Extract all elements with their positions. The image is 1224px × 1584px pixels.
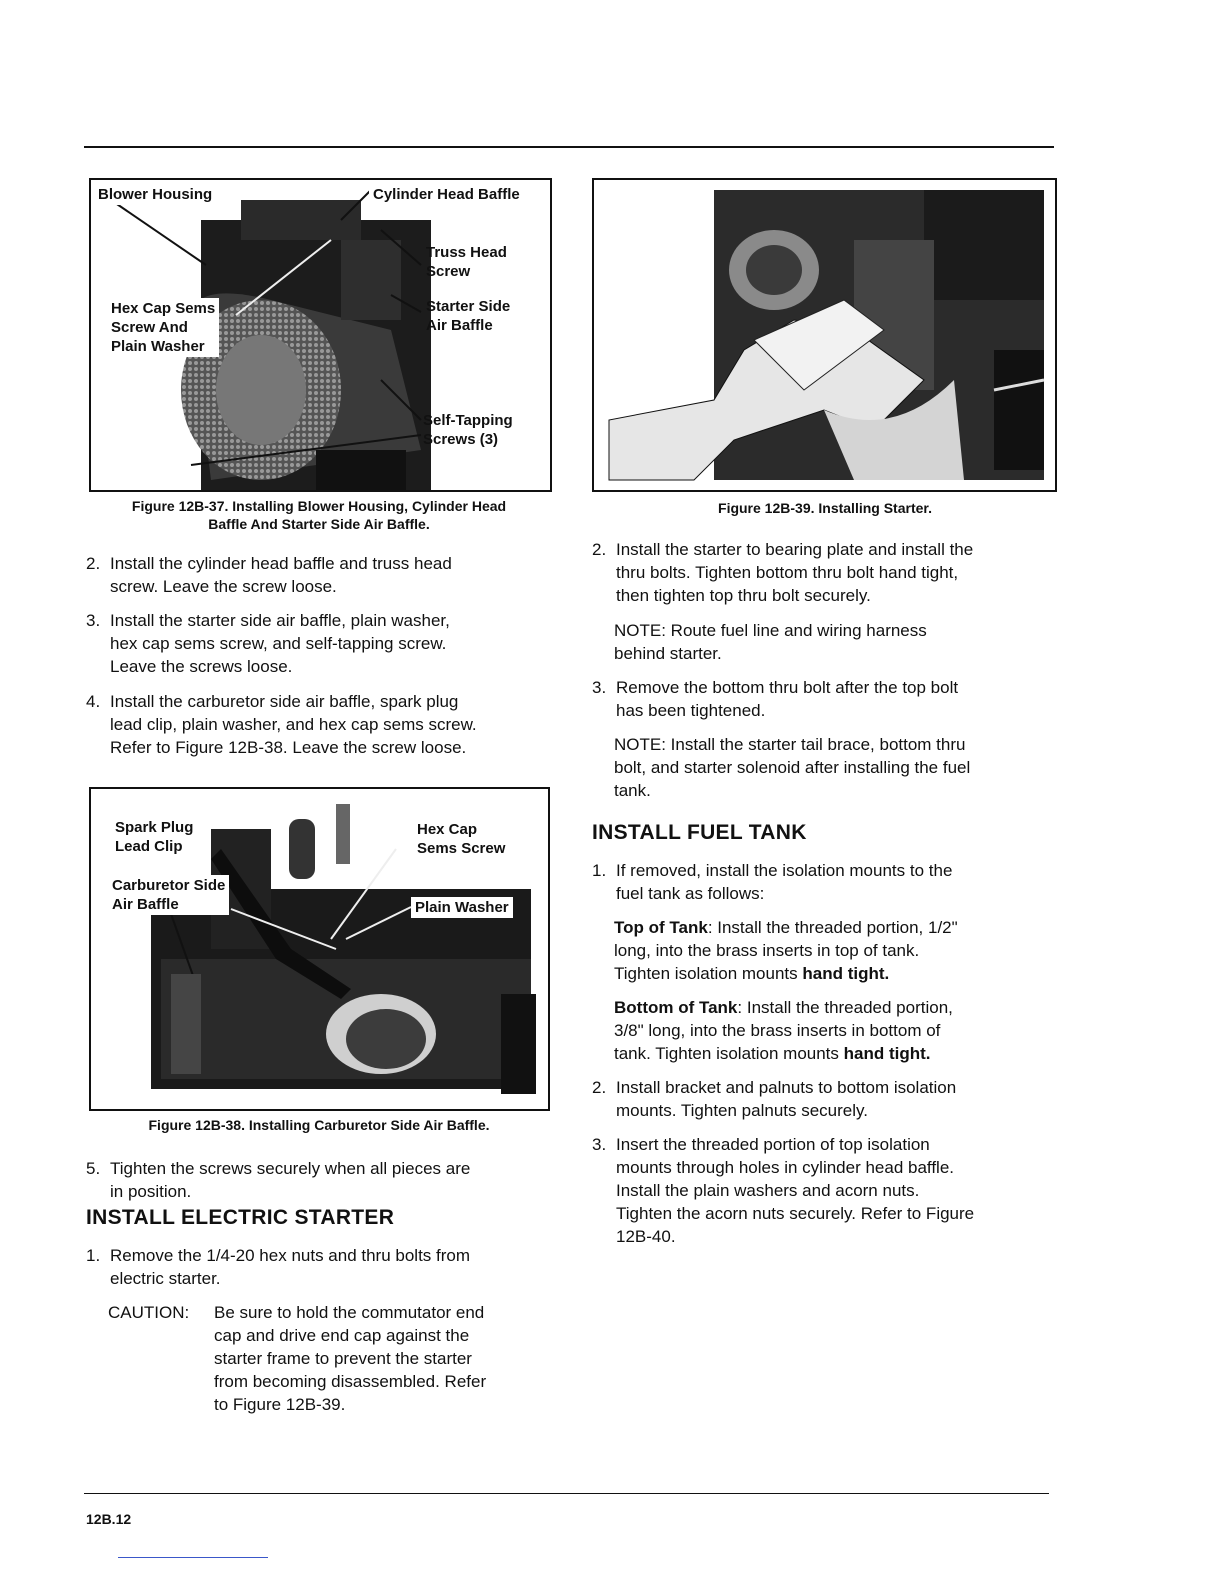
top-rule xyxy=(84,146,1054,148)
page-number: 12B.12 xyxy=(86,1511,132,1527)
label-starter-side-air-baffle: Starter Side Air Baffle xyxy=(426,298,511,334)
label-hex-cap-sems: Hex Cap Sems Screw And Plain Washer xyxy=(107,298,219,357)
figure-12b-38 xyxy=(89,787,550,1111)
bottom-of-tank-label: Bottom of Tank xyxy=(614,998,738,1017)
label-plain-washer: Plain Washer xyxy=(411,897,513,918)
label-spark-plug-lead-clip: Spark Plug Lead Clip xyxy=(115,819,194,855)
installing-starter-photo xyxy=(594,180,1055,490)
heading-install-electric-starter: INSTALL ELECTRIC STARTER xyxy=(86,1206,395,1229)
right-note-1: NOTE: Route fuel line and wiring harness behind starter. xyxy=(614,621,927,663)
footer-mark xyxy=(118,1557,268,1558)
label-truss-head: Truss Head Screw xyxy=(426,244,507,280)
bottom-of-tank-block: Bottom of Tank: Install the threaded portion, 3/8" long, into the brass inserts in bottom of tank. Tighten isolation mounts hand tight. xyxy=(614,998,953,1063)
figure-12b-39-caption: Figure 12B-39. Installing Starter. xyxy=(718,500,932,516)
figure-12b-37-caption: Figure 12B-37. Installing Blower Housing, Cylinder Head Baffle And Starter Side Air Baffle. xyxy=(131,498,507,532)
top-of-tank-block: Top of Tank: Install the threaded portion, 1/2" long, into the brass inserts in top of tank. Tighten isolation mounts hand tight. xyxy=(614,918,958,983)
figure-12b-38-caption: Figure 12B-38. Installing Carburetor Side Air Baffle. xyxy=(148,1117,490,1133)
label-self-tapping-screws: Self-Tapping Screws (3) xyxy=(423,412,513,448)
label-cylinder-head-baffle: Cylinder Head Baffle xyxy=(369,184,524,205)
label-hex-cap-sems-screw: Hex Cap Sems Screw xyxy=(413,819,509,859)
top-of-tank-label: Top of Tank xyxy=(614,918,708,937)
label-carburetor-side-air-baffle: Carburetor Side Air Baffle xyxy=(108,875,229,915)
bottom-rule xyxy=(84,1493,1049,1494)
caution-label: CAUTION: xyxy=(108,1303,190,1322)
label-blower-housing: Blower Housing xyxy=(94,184,216,205)
figure-12b-37 xyxy=(89,178,552,492)
right-note-2: NOTE: Install the starter tail brace, bottom thru bolt, and starter solenoid after installing the fuel tank. xyxy=(614,735,971,800)
figure-12b-39 xyxy=(592,178,1057,492)
heading-install-fuel-tank: INSTALL FUEL TANK xyxy=(592,821,807,844)
